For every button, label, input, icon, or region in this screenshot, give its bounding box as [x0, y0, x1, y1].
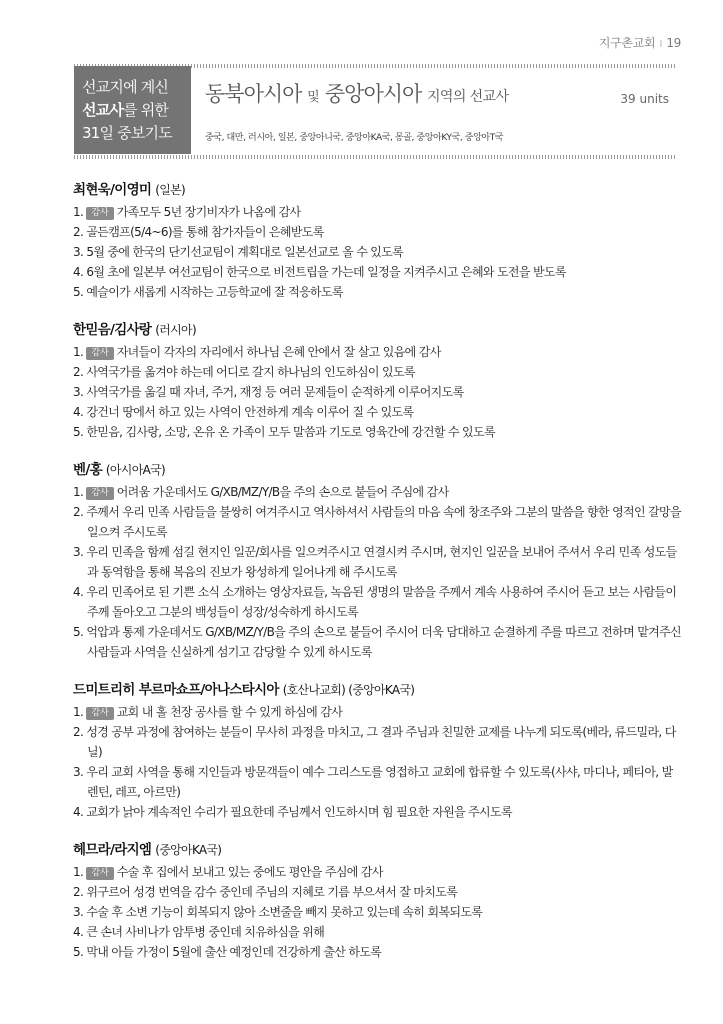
side-box-line1: 선교지에 계신	[82, 77, 169, 96]
prayer-item-text: 교회 내 홀 천장 공사를 할 수 있게 하심에 감사	[116, 705, 343, 719]
missionary-name-text: 최현욱/이영미	[73, 182, 152, 198]
prayer-item-text: 골든캠프(5/4~6)를 통해 참가자들이 은혜받도록	[86, 225, 324, 239]
missionary-section	[73, 678, 683, 822]
prayer-item-number: 5.	[73, 285, 87, 299]
prayer-item	[73, 902, 683, 922]
missionary-name-text: 한믿음/김사랑	[73, 322, 152, 338]
prayer-item-text: 어려움 가운데서도 G/XB/MZ/Y/B을 주의 손으로 붙들어 주심에 감사	[116, 485, 449, 499]
prayer-item	[73, 942, 683, 962]
prayer-item-number: 2.	[73, 885, 87, 899]
prayer-item	[73, 362, 683, 382]
title-sub: 지역의 선교사	[427, 89, 509, 105]
prayer-item-text: 5월 중에 한국의 단기선교팀이 계획대로 일본선교로 올 수 있도록	[86, 245, 404, 259]
prayer-item	[73, 922, 683, 942]
prayer-item-number: 5.	[73, 425, 87, 439]
prayer-item-number: 2.	[73, 505, 87, 519]
missionary-region: (호산나교회) (중앙아KA국)	[282, 683, 415, 697]
prayer-item-text: 수술 후 소변 기능이 회복되지 않아 소변줄을 빼지 못하고 있는데 속히 회복되도록	[86, 905, 483, 919]
prayer-item-text: 사역국가를 옮겨야 하는데 어디로 갈지 하나님의 인도하심이 있도록	[86, 365, 415, 379]
prayer-item-text: 한믿음, 김사랑, 소망, 온유 온 가족이 모두 말씀과 기도로 영육간에 강건할 수 있도록	[86, 425, 495, 439]
title-part2: 중앙아시아	[324, 82, 422, 106]
missionary-section	[73, 178, 683, 302]
prayer-item	[73, 582, 683, 622]
side-box-line2-rest: 를 위한	[123, 100, 169, 119]
prayer-item-number: 3.	[73, 765, 87, 779]
prayer-item-text: 자녀들이 각자의 자리에서 하나님 은혜 안에서 잘 살고 있음에 감사	[116, 345, 441, 359]
side-box	[74, 66, 191, 154]
prayer-item	[73, 722, 683, 762]
prayer-item-text: 사역국가를 옮길 때 자녀, 주거, 재정 등 여러 문제들이 순적하게 이루어지도록	[86, 385, 464, 399]
bottom-divider	[74, 155, 676, 159]
prayer-item	[73, 502, 683, 542]
missionary-region: (러시아)	[155, 323, 196, 337]
prayer-item-text: 수술 후 집에서 보내고 있는 중에도 평안을 주심에 감사	[116, 865, 383, 879]
prayer-list	[73, 178, 683, 978]
title-connector: 및	[307, 90, 320, 105]
prayer-item-number: 1.	[73, 485, 87, 499]
prayer-item-number: 2.	[73, 225, 87, 239]
prayer-item-number: 1.	[73, 205, 87, 219]
prayer-item-number: 4.	[73, 265, 87, 279]
missionary-name	[73, 318, 683, 338]
title-part1: 동북아시아	[205, 82, 302, 106]
prayer-item-text: 위구르어 성경 번역을 감수 중인데 주님의 지혜로 기름 부으셔서 잘 마치도록	[86, 885, 458, 899]
prayer-item	[73, 802, 683, 822]
prayer-item-number: 1.	[73, 705, 87, 719]
prayer-item-number: 1.	[73, 345, 87, 359]
missionary-section	[73, 458, 683, 662]
missionary-region: (중앙아KA국)	[155, 843, 222, 857]
missionary-name	[73, 178, 683, 198]
page-header	[599, 34, 681, 51]
prayer-item	[73, 622, 683, 662]
prayer-item-number: 4.	[73, 805, 87, 819]
thanks-badge: 감사	[86, 207, 113, 220]
missionary-name-text: 헤므라/라지엠	[73, 842, 152, 858]
prayer-item	[73, 222, 683, 242]
prayer-item	[73, 402, 683, 422]
prayer-item-number: 3.	[73, 545, 87, 559]
prayer-item-text: 큰 손녀 사비나가 암투병 중인데 치유하심을 위해	[86, 925, 325, 939]
prayer-item-text: 교회가 낡아 계속적인 수리가 필요한데 주님께서 인도하시며 힘 필요한 자원을 주시도록	[86, 805, 512, 819]
prayer-item-text: 가족모두 5년 장기비자가 나옴에 감사	[116, 205, 301, 219]
prayer-item-number: 4.	[73, 405, 87, 419]
prayer-item-number: 5.	[73, 625, 87, 639]
missionary-section	[73, 838, 683, 962]
page-title	[205, 78, 675, 108]
prayer-item-number: 1.	[73, 865, 87, 879]
thanks-badge: 감사	[86, 487, 113, 500]
header-separator: ı	[659, 36, 663, 50]
prayer-item	[73, 882, 683, 902]
prayer-item	[73, 342, 683, 362]
prayer-item-number: 2.	[73, 365, 87, 379]
prayer-item	[73, 282, 683, 302]
page-number: 19	[666, 36, 681, 50]
thanks-badge: 감사	[86, 347, 113, 360]
missionary-section	[73, 318, 683, 442]
units-count: 39 units	[620, 92, 669, 106]
prayer-item-text: 우리 민족어로 된 기쁜 소식 소개하는 영상자료들, 녹음된 생명의 말씀을 주께서 계속 사용하여 주시어 듣고 보는 사람들이 주께 돌아오고 그분의 백성들이 성장/성숙하게 하시도록	[86, 585, 677, 619]
prayer-item-text: 우리 교회 사역을 통해 지인들과 방문객들이 예수 그리스도를 영접하고 교회에 합류할 수 있도록(사샤, 마디나, 페티아, 발렌틴, 레프, 아르만)	[86, 765, 673, 799]
side-box-line2-bold: 선교사	[82, 100, 124, 119]
missionary-name	[73, 458, 683, 478]
prayer-item	[73, 762, 683, 802]
prayer-item-text: 억압과 통제 가운데서도 G/XB/MZ/Y/B을 주의 손으로 붙들어 주시어 더욱 담대하고 순결하게 주를 따르고 전하며 맡겨주신 사람들과 사역을 신실하게 섬기고 감당할 수 있게 하시도록	[86, 625, 681, 659]
prayer-item-text: 예슬이가 새롭게 시작하는 고등학교에 잘 적응하도록	[86, 285, 343, 299]
missionary-name	[73, 678, 683, 698]
missionary-region: (아시아A국)	[105, 463, 165, 477]
missionary-region: (일본)	[155, 183, 186, 197]
prayer-item	[73, 382, 683, 402]
prayer-item-text: 강건너 땅에서 하고 있는 사역이 안전하게 계속 이루어 질 수 있도록	[86, 405, 414, 419]
side-box-line3: 31일 중보기도	[82, 123, 172, 142]
prayer-item	[73, 202, 683, 222]
title-area	[205, 78, 675, 108]
prayer-item-number: 3.	[73, 385, 87, 399]
section-label: 지구촌교회	[598, 36, 656, 50]
missionary-name-text: 드미트리히 부르마쇼프/아나스타시아	[73, 682, 279, 698]
thanks-badge: 감사	[86, 867, 113, 880]
prayer-item	[73, 542, 683, 582]
missionary-name	[73, 838, 683, 858]
prayer-item-number: 3.	[73, 245, 87, 259]
prayer-item	[73, 262, 683, 282]
prayer-item	[73, 482, 683, 502]
prayer-item-text: 우리 민족을 함께 섬길 현지인 일꾼/회사를 일으켜주시고 연결시켜 주시며, 현지인 일꾼을 보내어 주셔서 우리 민족 성도들과 동역함을 통해 복음의 진보가 왕성하게 일어나게 해 주시도록	[86, 545, 677, 579]
prayer-item-text: 6월 초에 일본부 여선교팀이 한국으로 비전트립을 가는데 일정을 지켜주시고 은혜와 도전을 받도록	[86, 265, 566, 279]
prayer-item-number: 5.	[73, 945, 87, 959]
prayer-item-number: 4.	[73, 925, 87, 939]
prayer-item	[73, 242, 683, 262]
prayer-item-text: 막내 아들 가정이 5월에 출산 예정인데 건강하게 출산 하도록	[86, 945, 382, 959]
prayer-item-text: 주께서 우리 민족 사람들을 불쌍히 여겨주시고 역사하셔서 사람들의 마음 속에 창조주와 그분의 말씀을 향한 영적인 갈망을 일으켜 주시도록	[86, 505, 681, 539]
side-box-line2	[82, 99, 191, 122]
prayer-item	[73, 422, 683, 442]
prayer-item	[73, 702, 683, 722]
missionary-name-text: 벤/홍	[73, 462, 102, 478]
prayer-item	[73, 862, 683, 882]
country-list: 중국, 대만, 러시아, 일본, 중앙아니국, 중앙아KA국, 몽골, 중앙아KY국, 중앙아T국	[205, 133, 504, 143]
prayer-item-number: 4.	[73, 585, 87, 599]
prayer-item-text: 성경 공부 과정에 참여하는 분들이 무사히 과정을 마치고, 그 결과 주님과 친밀한 교제를 나누게 되도록(베라, 류드밀라, 다닐)	[86, 725, 676, 759]
prayer-item-number: 3.	[73, 905, 87, 919]
prayer-item-number: 2.	[73, 725, 87, 739]
thanks-badge: 감사	[86, 707, 113, 720]
